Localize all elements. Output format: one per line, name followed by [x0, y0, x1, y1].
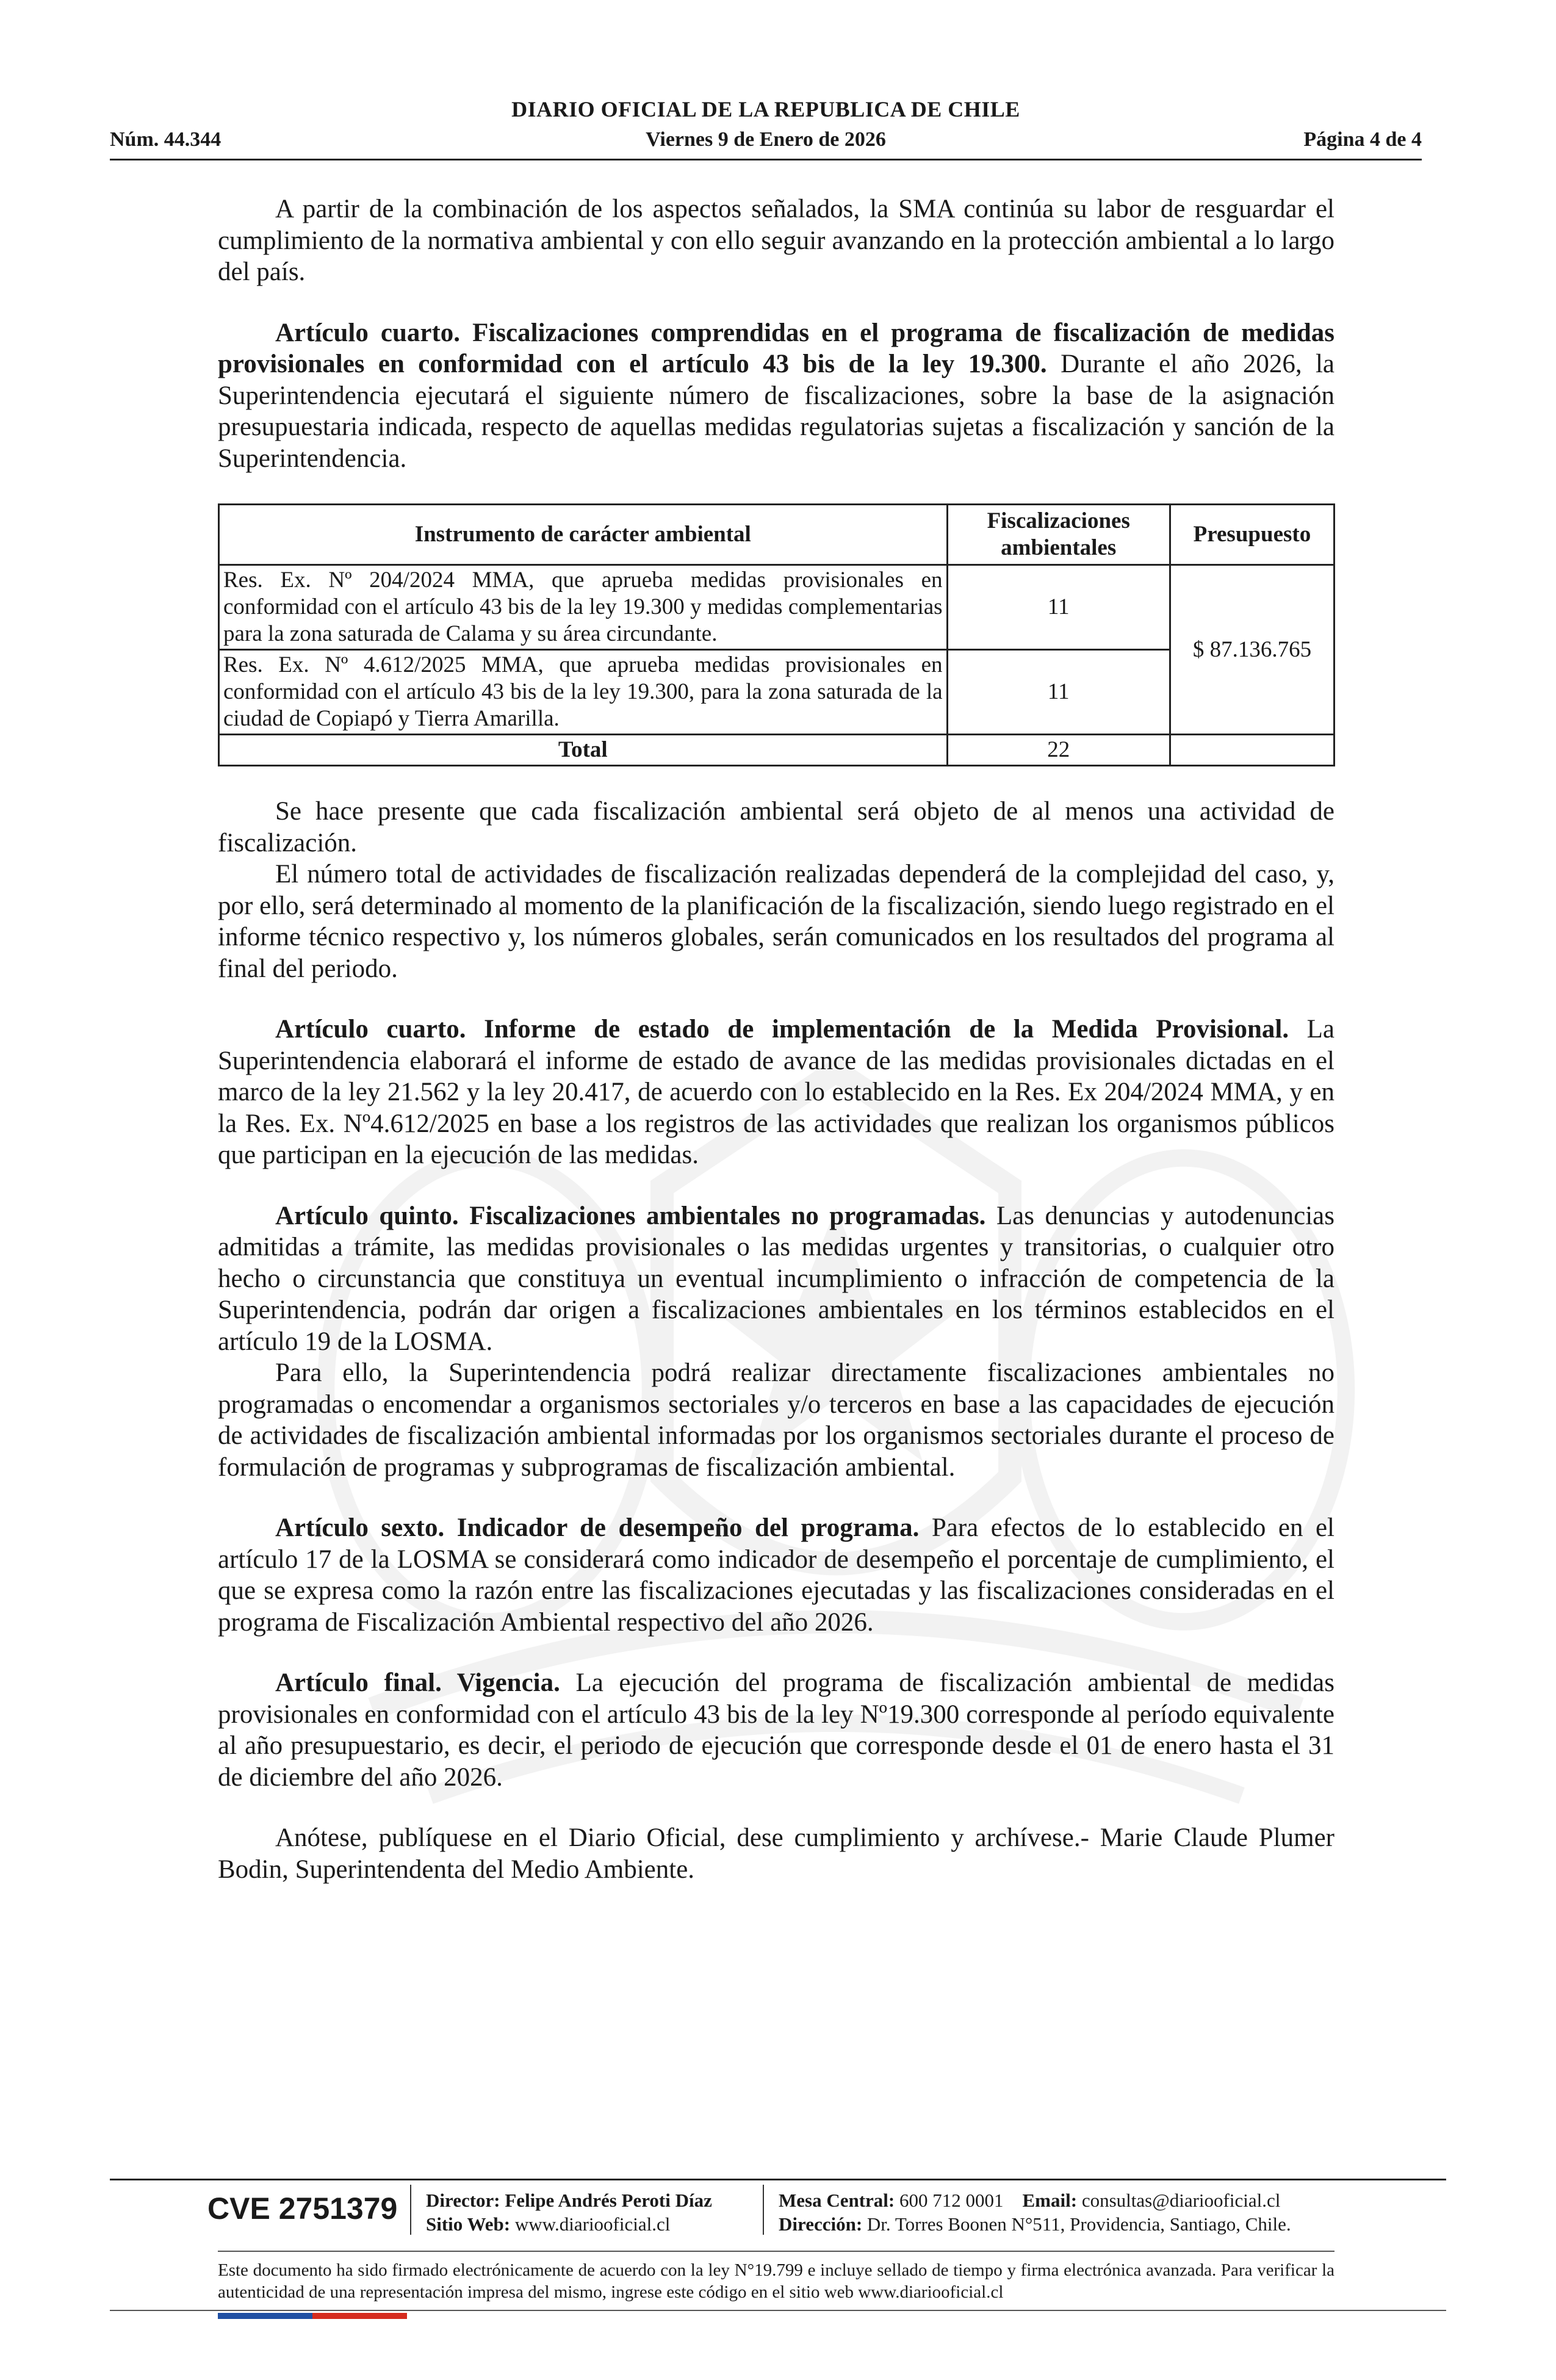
article-6 — [218, 1512, 1334, 1638]
article-5-title: Artículo quinto. Fiscalizaciones ambientales no programadas. — [275, 1201, 986, 1230]
footer-bottom-rule — [110, 2310, 1446, 2311]
document-body — [218, 193, 1334, 1885]
article-4b-title: Artículo cuarto. Informe de estado de implementación de la Medida Provisional. — [275, 1015, 1289, 1044]
header-instrument: Instrumento de carácter ambiental — [219, 505, 948, 565]
footer-divider — [410, 2185, 411, 2235]
phone-label: Mesa Central: — [779, 2190, 895, 2211]
article-4b — [218, 1014, 1334, 1171]
article-final — [218, 1667, 1334, 1793]
masthead — [110, 96, 1422, 151]
director-label: Director: — [426, 2190, 500, 2211]
inspections-table — [218, 503, 1335, 766]
budget-cell: $ 87.136.765 — [1170, 565, 1334, 735]
website-line — [426, 2212, 712, 2236]
publication-title: DIARIO OFICIAL DE LA REPUBLICA DE CHILE — [511, 97, 1020, 121]
footer-top-rule — [110, 2179, 1446, 2180]
address-value: Dr. Torres Boonen N°511, Providencia, Santiago, Chile. — [862, 2213, 1291, 2235]
header-inspections: Fiscalizaciones ambientales — [947, 505, 1170, 565]
article-final-text: La ejecución del programa de fiscalización ambiental de medidas provisionales en conformidad con el artículo 43 bis de la ley Nº19.300 corresponde al período equivalente al año presupuestario, es decir, el periodo de ejecución que corresponde desde el 01 de enero hasta el 31 de diciembre del año 2026. — [218, 1668, 1334, 1792]
article-6-text: Para efectos de lo establecido en el artículo 17 de la LOSMA se considerará como indicador de desempeño el porcentaje de cumplimiento, el que se expresa como la razón entre las fiscalizaciones ejecutadas y las fiscalizaciones consideradas en el programa de Fiscalización Ambiental respectivo del año 2026. — [218, 1513, 1334, 1637]
page-number: Página 4 de 4 — [1303, 128, 1422, 151]
table-total-row — [219, 735, 1334, 766]
article-4a-text: Durante el año 2026, la Superintendencia ejecutará el siguiente número de fiscalizaciones, sobre la base de la asignación presupuestaria indicada, respecto de aquellas medidas regulatorias sujetas a fiscalización y sanción de la Superintendencia. — [218, 350, 1335, 473]
article-final-title: Artículo final. Vigencia. — [275, 1668, 560, 1697]
website-link[interactable]: www.diariooficial.cl — [510, 2213, 671, 2235]
instrument-cell: Res. Ex. Nº 204/2024 MMA, que aprueba medidas provisionales en conformidad con el artículo 43 bis de la ley 19.300 y medidas complementarias para la zona saturada de Calama y su área circundante. — [219, 565, 948, 650]
email-link[interactable]: consultas@diariooficial.cl — [1077, 2190, 1281, 2211]
total-value: 22 — [947, 735, 1170, 766]
address-label: Dirección: — [779, 2213, 863, 2235]
legal-notice: Este documento ha sido firmado electrónicamente de acuerdo con la ley N°19.799 e incluye sellado de tiempo y firma electrónica avanzada. Para verificar la autenticidad de una representación impresa del mismo, ingrese este código en el sitio web www.diariooficial.cl — [218, 2260, 1334, 2302]
page-header — [110, 92, 1422, 160]
website-label: Sitio Web: — [426, 2213, 511, 2235]
article-4a — [218, 317, 1334, 475]
table-row — [219, 565, 1334, 650]
director-line — [426, 2188, 712, 2212]
table-header-row — [219, 505, 1334, 565]
article-5-paragraph-2: Para ello, la Superintendencia podrá realizar directamente fiscalizaciones ambientales no programadas o encomendar a organismos sectoriales y/o terceros en base a las capacidades de ejecución de actividades de fiscalización ambiental informadas por los organismos sectoriales durante el proceso de formulación de programas y subprogramas de fiscalización ambiental. — [218, 1358, 1334, 1482]
footer-director-block — [426, 2188, 712, 2236]
article-4b-text: La Superintendencia elaborará el informe de estado de avance de las medidas provisionales dictadas en el marco de la ley 21.562 y la ley 20.417, de acuerdo con lo establecido en la Res. Ex 204/2024 MMA, y en la Res. Ex. Nº4.612/2025 en base a los registros de las actividades que realizan los organismos públicos que participan en la ejecución de las medidas. — [218, 1015, 1334, 1169]
issue-number: Núm. 44.344 — [110, 128, 222, 151]
publication-date: Viernes 9 de Enero de 2026 — [646, 128, 886, 151]
article-4a-title: Artículo cuarto. Fiscalizaciones comprendidas en el programa de fiscalización de medidas provisionales en conformidad con el artículo 43 bis de la ley 19.300. — [218, 318, 1334, 378]
paragraph-intro: A partir de la combinación de los aspectos señalados, la SMA continúa su labor de resguardar el cumplimiento de la normativa ambiental y con ello seguir avanzando en la protección ambiental a lo largo del país. — [218, 195, 1334, 286]
closing-paragraph: Anótese, publíquese en el Diario Oficial, dese cumplimiento y archívese.- Marie Claude Plumer Bodin, Superintendenta del Medio Ambiente. — [218, 1823, 1334, 1884]
footer-contact-block — [779, 2188, 1291, 2236]
instrument-cell: Res. Ex. Nº 4.612/2025 MMA, que aprueba medidas provisionales en conformidad con el artículo 43 bis de la ley 19.300, para la zona saturada de la ciudad de Copiapó y Tierra Amarilla. — [219, 650, 948, 735]
article-5 — [218, 1200, 1334, 1358]
email-label: Email: — [1022, 2190, 1078, 2211]
contact-line — [779, 2188, 1291, 2212]
total-label: Total — [219, 735, 948, 766]
article-6-title: Artículo sexto. Indicador de desempeño del programa. — [275, 1513, 920, 1542]
article-5-text: Las denuncias y autodenuncias admitidas a trámite, las medidas provisionales o las medidas urgentes y transitorias, o cualquier otro hecho o circunstancia que constituya un eventual incumplimiento o infracción de competencia de la Superintendencia, podrán dar origen a fiscalizaciones ambientales en los términos establecidos en el artículo 19 de la LOSMA. — [218, 1201, 1334, 1356]
footer-bar-blue — [218, 2313, 312, 2319]
inspections-cell: 11 — [947, 650, 1170, 735]
header-budget: Presupuesto — [1170, 505, 1334, 565]
address-line — [779, 2212, 1291, 2236]
footer-bar-red — [312, 2313, 407, 2319]
total-budget-empty — [1170, 735, 1334, 766]
paragraph-after-table-1: Se hace presente que cada fiscalización ambiental será objeto de al menos una actividad de fiscalización. — [218, 797, 1334, 857]
footer-divider — [763, 2185, 764, 2235]
phone-value: 600 712 0001 — [895, 2190, 1004, 2211]
director-name: Felipe Andrés Peroti Díaz — [500, 2190, 712, 2211]
paragraph-after-table-2: El número total de actividades de fiscalización realizadas dependerá de la complejidad del caso, y, por ello, será determinado al momento de la planificación de la fiscalización, siendo luego registrado en el informe técnico respectivo y, los números globales, serán comunicados en los resultados del programa al final del periodo. — [218, 860, 1334, 983]
table-row — [219, 650, 1334, 735]
inspections-cell: 11 — [947, 565, 1170, 650]
cve-code: CVE 2751379 — [207, 2191, 398, 2226]
footer-mid-rule — [218, 2251, 1334, 2252]
